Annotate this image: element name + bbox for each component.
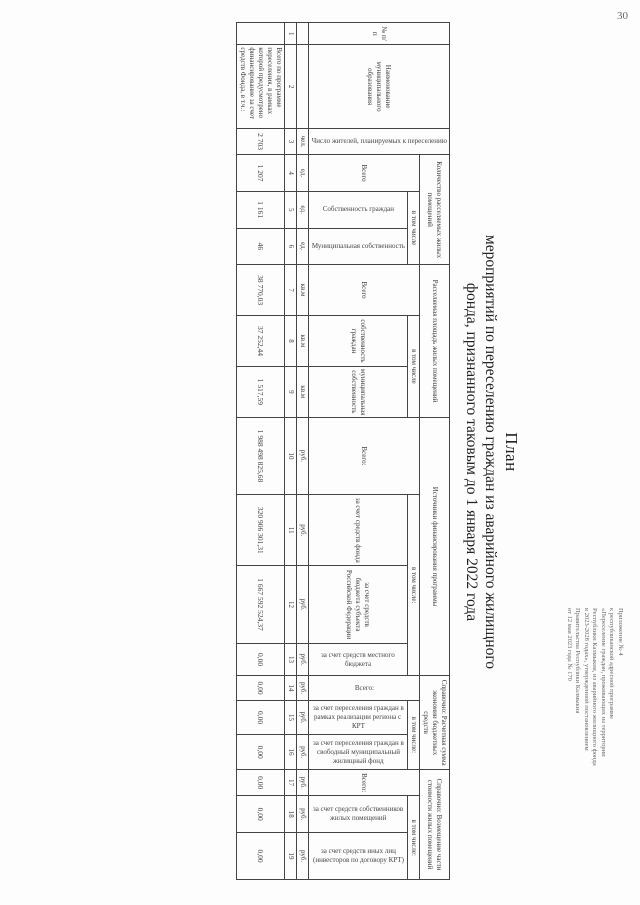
column-number: 4 <box>285 155 297 192</box>
header-refund: Справочно: Возмещение части стоимости жилых помещений <box>420 769 450 879</box>
column-number: 9 <box>285 366 297 417</box>
header-residents-text: Число жителей, планируемых к переселению <box>311 137 447 146</box>
header-local-budget <box>309 643 408 676</box>
header-calc-municipal <box>309 735 408 770</box>
header-sources-incl: в том числе: <box>408 495 420 676</box>
column-number: 16 <box>285 735 297 770</box>
header-subject-budget: за счет средств бюджета субъекта Российской Федерации <box>309 566 408 643</box>
unit-cell: ед. <box>297 191 309 228</box>
column-number: 14 <box>285 676 297 700</box>
header-refund-investors-text: за счет средств иных лиц (инвесторов по договору КРТ) <box>312 847 404 865</box>
header-refund-owners-text: за счет средств собственников жилых помещений <box>312 805 404 823</box>
program-table <box>236 22 450 880</box>
header-calc-municipal-text: за счет переселения граждан в свободный муниципальный жилищный фонд <box>312 738 404 765</box>
header-calc-savings: Справочно: Расчетная сумма экономии бюджетных средств <box>420 676 450 770</box>
units-row <box>297 23 309 880</box>
unit-cell: руб. <box>297 566 309 643</box>
column-number: 8 <box>285 316 297 367</box>
header-calc-krt-text: за счет переселения граждан в рамках реализации региона с КРТ <box>312 704 404 731</box>
unit-cell: кв.м <box>297 265 309 316</box>
cell-refund-investors: 0,00 <box>237 833 285 880</box>
header-calc-total <box>309 676 420 700</box>
header-area-total: Всего <box>309 265 420 316</box>
unit-cell: руб. <box>297 417 309 494</box>
header-fund: за счет средств фонда <box>309 495 408 566</box>
cell-area-municipal: 1 517,59 <box>237 366 285 417</box>
header-own-citizens <box>309 191 408 228</box>
unit-cell: ед. <box>297 155 309 192</box>
header-own-municipal <box>309 228 408 265</box>
column-number: 1 <box>285 23 297 45</box>
approval-line: Приложение № 4 <box>617 608 624 656</box>
unit-cell: руб. <box>297 495 309 566</box>
column-number: 10 <box>285 417 297 494</box>
unit-cell: руб. <box>297 735 309 770</box>
header-refund-incl: в том числе: <box>408 796 420 880</box>
header-calc-krt <box>309 700 408 735</box>
cell-area-citizens: 37 252,44 <box>237 316 285 367</box>
header-refund-investors <box>309 833 408 880</box>
cell-number <box>237 23 285 45</box>
document-title <box>462 2 522 902</box>
cell-residents: 2 703 <box>237 128 285 154</box>
header-refund-owners <box>309 796 408 833</box>
unit-cell: руб. <box>297 676 309 700</box>
header-local-budget-text: за счет средств местного бюджета <box>321 650 395 668</box>
header-municipality: Наименование муниципального образования <box>309 45 450 128</box>
cell-refund-owners: 0,00 <box>237 796 285 833</box>
cell-fund: 320 906 301,31 <box>237 495 285 566</box>
header-area-municipal: муниципальная собственность <box>309 366 408 417</box>
cell-qty-total: 1 207 <box>237 155 285 192</box>
column-number: 7 <box>285 265 297 316</box>
approval-line: Республики Калмыкия, из аварийного жилищного фонда <box>591 608 599 766</box>
column-number: 3 <box>285 128 297 154</box>
cell-calc-municipal: 0,00 <box>237 735 285 770</box>
cell-qty-municipal: 46 <box>237 228 285 265</box>
header-calc-incl: в том числе: <box>408 700 420 769</box>
header-own-municipal-text: Муниципальная собственность <box>311 241 405 250</box>
unit-cell: руб. <box>297 769 309 795</box>
column-number: 18 <box>285 796 297 833</box>
column-number: 11 <box>285 495 297 566</box>
column-number: 19 <box>285 833 297 880</box>
cell-subject-budget: 1 667 592 524,37 <box>237 566 285 643</box>
header-area-citizens: собственность граждан <box>309 316 408 367</box>
unit-cell: руб. <box>297 643 309 676</box>
cell-local-budget: 0,00 <box>237 643 285 676</box>
approval-block <box>565 608 625 888</box>
unit-cell <box>297 23 309 45</box>
column-number: 5 <box>285 191 297 228</box>
header-number: № п/п <box>309 23 450 45</box>
header-residents <box>309 128 450 154</box>
title-line: мероприятий по переселению граждан из аварийного жилищного <box>482 234 499 670</box>
unit-cell: кв.м <box>297 316 309 367</box>
column-number: 13 <box>285 643 297 676</box>
unit-cell: руб. <box>297 833 309 880</box>
header-area-incl: в том числе <box>408 316 420 418</box>
page-number: 30 <box>617 10 628 22</box>
unit-cell: руб. <box>297 796 309 833</box>
unit-cell: ед. <box>297 228 309 265</box>
header-refund-total: Всего: <box>309 769 420 795</box>
title-line: План <box>502 432 521 472</box>
approval-line: Правительства Республики Калмыкия <box>574 608 582 714</box>
header-sources-total: Всего: <box>309 417 420 494</box>
header-qty-incl: в том числе <box>408 191 420 264</box>
approval-line: от 12 мая 2023 года № 170 <box>566 608 573 681</box>
header-qty-total: Всего <box>309 155 420 192</box>
cell-qty-citizens: 1 161 <box>237 191 285 228</box>
header-area: Расселяемая площадь жилых помещений <box>420 265 450 418</box>
cell-refund-total: 0,00 <box>237 769 285 795</box>
unit-cell <box>297 45 309 128</box>
cell-sources-total: 1 988 498 825,68 <box>237 417 285 494</box>
rotated-page <box>10 2 630 902</box>
approval-line: в 2023-2028 годах», утвержденной постановлением <box>583 608 590 751</box>
unit-cell: кв.м <box>297 366 309 417</box>
column-number: 2 <box>285 45 297 128</box>
title-line: фонда, признанного таковым до 1 января 2022 года <box>463 282 480 622</box>
approval-line: «Переселение граждан, проживающих на территории <box>600 608 607 757</box>
approval-line: к республиканской адресной программе <box>608 608 616 720</box>
header-sources: Источники финансирования программы <box>420 417 450 676</box>
cell-calc-total: 0,00 <box>237 676 285 700</box>
cell-municipality: Всего по программе переселения, в рамках которой предусмотрено финансирование за счет средств Фонда, в т.ч.: <box>237 45 285 128</box>
column-numbers-row <box>285 23 297 880</box>
column-number: 12 <box>285 566 297 643</box>
unit-cell: чел. <box>297 128 309 154</box>
header-calc-total-text: Всего: <box>354 683 374 692</box>
header-quantity: Количество расселяемых жилых помещений <box>420 155 450 265</box>
header-own-citizens-text: Собственность граждан <box>322 205 394 214</box>
column-number: 15 <box>285 700 297 735</box>
cell-calc-krt: 0,00 <box>237 700 285 735</box>
unit-cell: руб. <box>297 700 309 735</box>
column-number: 6 <box>285 228 297 265</box>
column-number: 17 <box>285 769 297 795</box>
table-row <box>237 23 285 880</box>
cell-area-total: 38 770,03 <box>237 265 285 316</box>
